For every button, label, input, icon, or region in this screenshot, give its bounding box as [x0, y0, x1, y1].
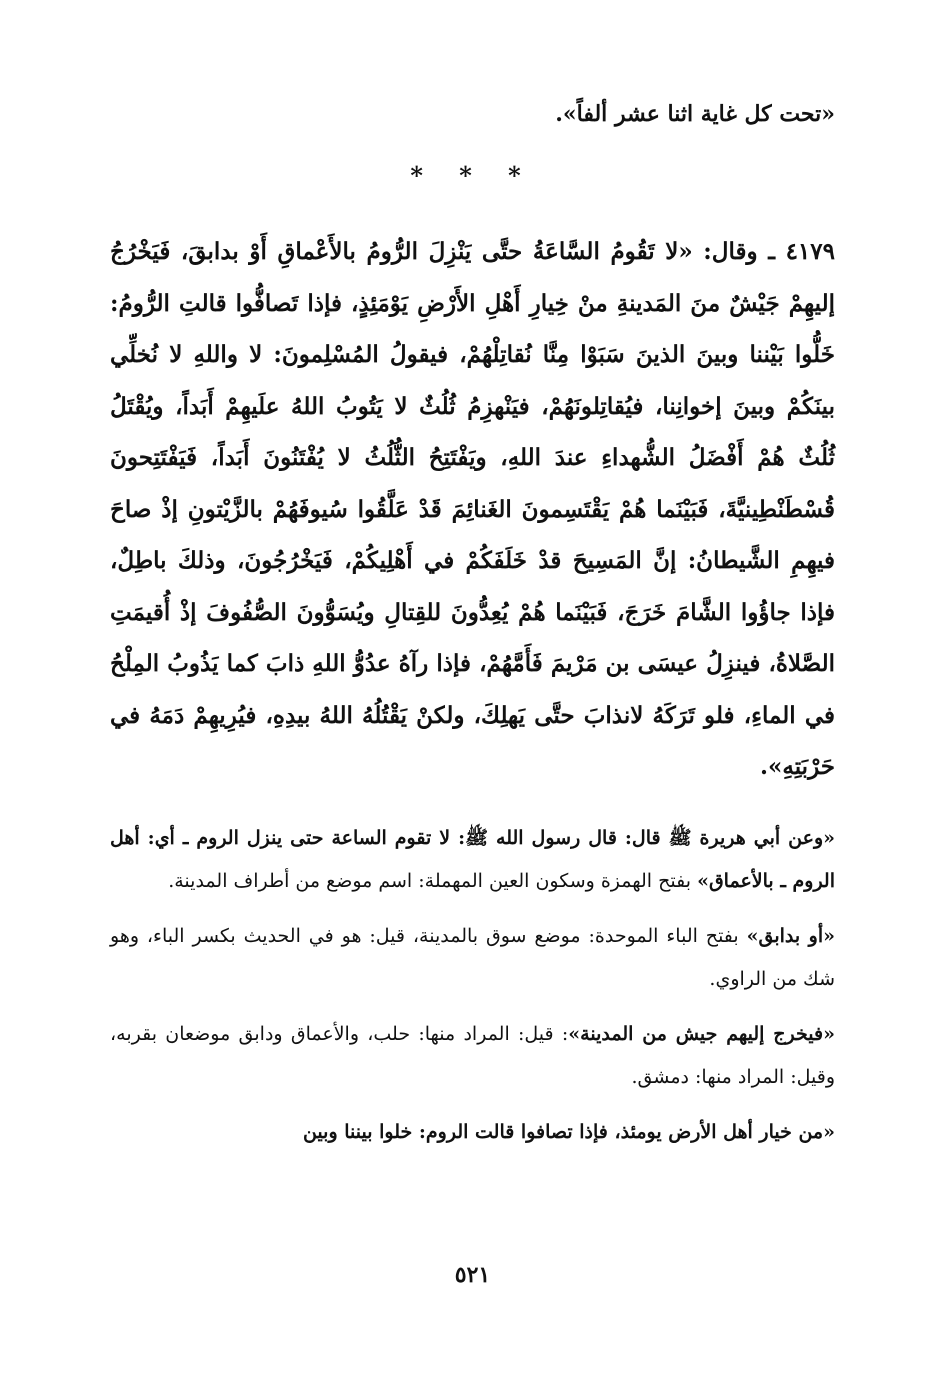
hadith-text: ٤١٧٩ ـ وقال: «لا تَقُومُ السَّاعَةُ حتَّى يَنْزِلَ الرُّومُ بالأَعْماقِ أَوْ بدابقَ، فَيَخْرُجُ إليهِمْ جَيْشٌ منَ المَدينةِ منْ خِيارِ أَهْلِ الأَرْضِ يَوْمَئِذٍ، فإذا تَصافُّوا قالتِ الرُّومُ: خَلُّوا بَيْننا وبينَ الذينَ سَبَوْا مِنَّا نُقاتِلْهُمْ، فيقولُ المُسْلِمونَ: لا واللهِ لا نُخلِّي بينَكُمْ وبينَ إخوانِنا، فيُقاتِلونَهُمْ، فيَنْهزِمُ ثُلُثٌ لا يَتُوبُ اللهُ علَيهِمْ أَبَداً، ويُقْتَلُ ثُلُثٌ هُمْ أَفْضَلُ الشُّهداءِ عندَ اللهِ، ويَفْتَتِحُ الثُّلُثُ لا يُفْتَنُونَ أَبَداً، فَيَفْتَتِحونَ قُسْطَنْطِينيَّةَ، فَبَيْنَما هُمْ يَقْتَسِمونَ الغَنائِمَ قَدْ عَلَّقُوا سُيوفَهُمْ بالزَّيْتونِ إذْ صاحَ فيهِمِ الشَّيطانُ: إنَّ المَسِيحَ قدْ خَلَفَكُمْ في أَهْلِيكُمْ، فَيَخْرُجُونَ، وذلكَ باطِلٌ، فإذا جاؤُوا الشَّامَ خَرَجَ، فَبَيْنَما هُمْ يُعِدُّونَ للقِتالِ ويُسَوُّونَ الصُّفُوفَ إذْ أُقيمَتِ الصَّلاةُ، فينزِلُ عيسَى بن مَرْيمَ فَأَمَّهُمْ، فإذا رآهُ عدُوُّ اللهِ ذابَ كما يَذُوبُ المِلْحُ في الماءِ، فلو تَرَكَهُ لانذابَ حتَّى يَهلِكَ، ولكنْ يَقْتُلُهُ اللهُ بيدِهِ، فيُرِيهِمْ دَمَهُ في حَرْبَتِهِ».: [110, 238, 835, 780]
commentary-lead: «من خيار أهل الأرض يومئذ، فإذا تصافوا قالت الروم: خلوا بيننا وبين: [302, 1120, 835, 1143]
page-number: ٥٢١: [454, 1262, 491, 1288]
commentary-body: بفتح الباء الموحدة: موضع سوق بالمدينة، قيل: هو في الحديث بكسر الباء، وهو شك من الراوي.: [110, 924, 835, 990]
commentary-paragraph-1: [110, 817, 835, 903]
commentary-paragraph-3: [110, 1013, 835, 1099]
commentary-body: : قيل: المراد منها: حلب، والأعماق ودابق موضعان بقربه، وقيل: المراد منها: دمشق.: [110, 1022, 835, 1088]
commentary-lead: «وعن أبي هريرة ﷺ قال: قال رسول الله ﷺ: لا تقوم الساعة حتى ينزل الروم ـ أي: أهل الروم ـ بالأعماق»: [110, 826, 835, 892]
continuation-line: «تحت كل غاية اثنا عشر ألفاً».: [555, 101, 835, 127]
commentary-paragraph-2: [110, 915, 835, 1001]
commentary-body: بفتح الهمزة وسكون العين المهملة: اسم موضع من أطراف المدينة.: [168, 869, 698, 892]
section-separator: * * *: [410, 161, 535, 190]
commentary-paragraph-4: [110, 1111, 835, 1154]
commentary-lead: «فيخرج إليهم جيش من المدينة»: [568, 1022, 835, 1045]
commentary-lead: «أو بدابق»: [746, 924, 835, 947]
